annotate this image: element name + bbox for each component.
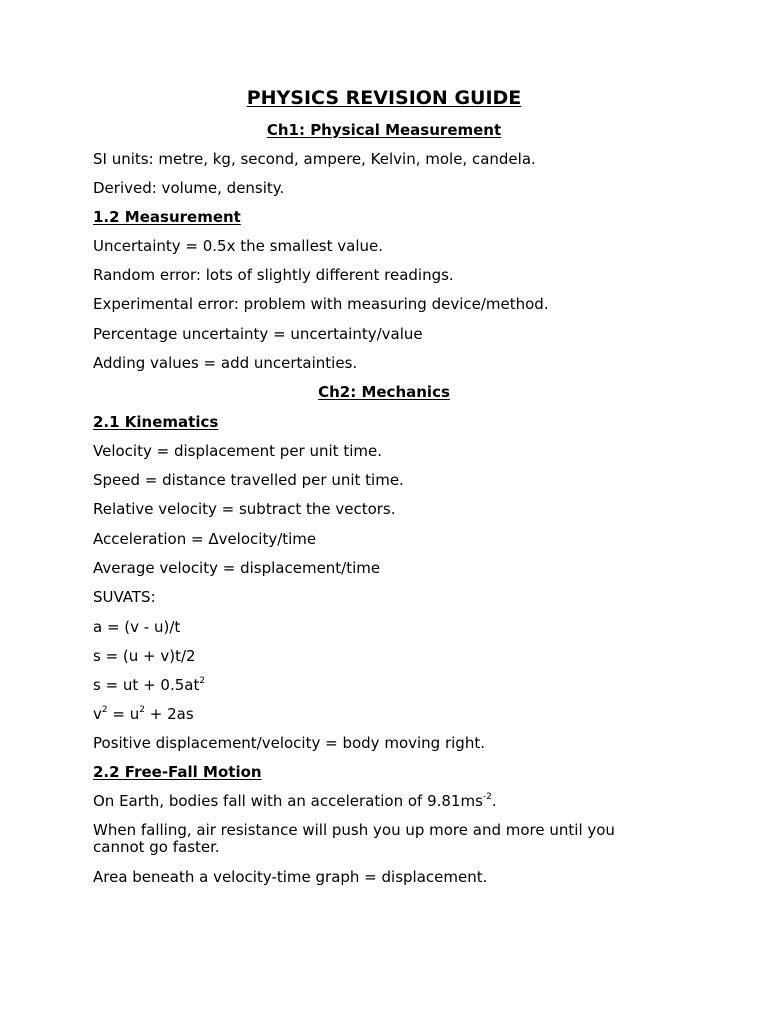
text-line-percentage-uncertainty: Percentage uncertainty = uncertainty/value (93, 325, 423, 343)
text-line-speed: Speed = distance travelled per unit time. (93, 471, 404, 489)
equation-s-ut-exponent: 2 (199, 676, 206, 686)
chapter-2-heading: Ch2: Mechanics (318, 383, 450, 401)
section-heading-free-fall: 2.2 Free-Fall Motion (93, 763, 262, 781)
equation-s-average: s = (u + v)t/2 (93, 647, 196, 665)
earth-acceleration-base: On Earth, bodies fall with an acceleration of 9.81ms (93, 792, 483, 810)
equation-a: a = (v - u)/t (93, 618, 181, 636)
text-line-earth-acceleration (93, 793, 653, 810)
text-line-si-units: SI units: metre, kg, second, ampere, Kelvin, mole, candela. (93, 150, 536, 168)
equation-v2-mid: = u (107, 705, 140, 723)
text-line-adding-values: Adding values = add uncertainties. (93, 354, 358, 372)
text-line-positive-displacement: Positive displacement/velocity = body moving right. (93, 734, 485, 752)
text-line-average-velocity: Average velocity = displacement/time (93, 559, 381, 577)
equation-v2-exponent-1: 2 (101, 705, 108, 715)
text-line-acceleration: Acceleration = Δvelocity/time (93, 530, 317, 548)
equation-v2-exponent-2: 2 (139, 705, 145, 715)
earth-acceleration-end: . (491, 792, 497, 810)
section-heading-kinematics: 2.1 Kinematics (93, 413, 219, 431)
equation-s-ut (93, 677, 653, 694)
chapter-1-heading: Ch1: Physical Measurement (266, 121, 502, 139)
text-line-area-graph: Area beneath a velocity-time graph = displacement. (93, 868, 488, 886)
text-line-experimental-error: Experimental error: problem with measuring device/method. (93, 295, 549, 313)
equation-v2-v: v (93, 705, 102, 723)
equation-v-squared (93, 706, 653, 723)
text-line-random-error: Random error: lots of slightly different readings. (93, 266, 454, 284)
text-line-uncertainty: Uncertainty = 0.5x the smallest value. (93, 237, 384, 255)
text-line-air-resistance: When falling, air resistance will push you up more and more until you cannot go faster. (93, 821, 615, 856)
text-line-derived: Derived: volume, density. (93, 179, 285, 197)
page-title: PHYSICS REVISION GUIDE (246, 87, 522, 109)
text-line-velocity: Velocity = displacement per unit time. (93, 442, 382, 460)
text-line-suvats: SUVATS: (93, 588, 156, 606)
section-heading-measurement: 1.2 Measurement (93, 208, 241, 226)
equation-v2-end: + 2as (144, 705, 194, 723)
text-line-relative-velocity: Relative velocity = subtract the vectors. (93, 500, 396, 518)
earth-acceleration-exponent: -2 (482, 792, 492, 802)
equation-s-ut-base: s = ut + 0.5at (93, 676, 200, 694)
